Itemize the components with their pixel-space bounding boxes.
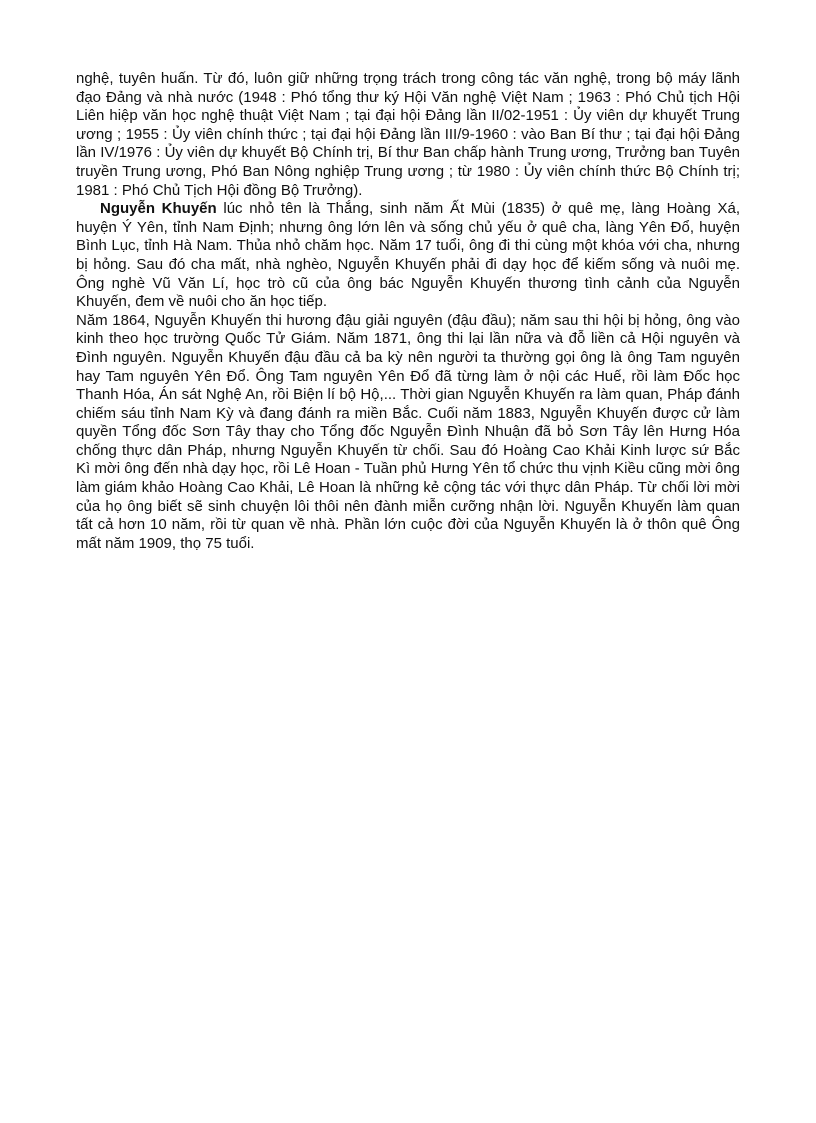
paragraph-text: lúc nhỏ tên là Thắng, sinh năm Ất Mùi (1835) ở quê mẹ, làng Hoàng Xá, huyện Ý Yên, tỉnh Nam Định; nhưng ông lớn lên và sống chủ yếu ở quê cha, làng Yên Đổ, huyện Bình Lục, tỉnh Hà Nam. Thủa nhỏ chăm học. Năm 17 tuổi, ông đi thi cùng một khóa với cha, nhưng bị hỏng. Sau đó cha mất, nhà nghèo, Nguyễn Khuyến phải đi dạy học để kiếm sống và nuôi mẹ. Ông nghè Vũ Văn Lí, học trò cũ của ông bác Nguyễn Khuyến thương tình cảnh của Nguyễn Khuyến, đem về nuôi cho ăn học tiếp. (76, 200, 740, 311)
person-name: Nguyễn Khuyến (100, 200, 217, 218)
document-page (76, 70, 740, 553)
paragraph-nguyen-khuyen-early-life (76, 200, 740, 312)
paragraph-text: nghệ, tuyên huấn. Từ đó, luôn giữ những trọng trách trong công tác văn nghệ, trong bộ máy lãnh đạo Đảng và nhà nước (1948 : Phó tổng thư ký Hội Văn nghệ Việt Nam ; 1963 : Phó Chủ tịch Hội Liên hiệp văn học nghệ thuật Việt Nam ; tại đại hội Đảng lần II/02-1951 : Ủy viên dự khuyết Trung ương ; 1955 : Ủy viên chính thức ; tại đại hội Đảng lần III/9-1960 : vào Ban Bí thư ; tại đại hội Đảng lần IV/1976 : Ủy viên dự khuyết Bộ Chính trị, Bí thư Ban chấp hành Trung ương, Trưởng ban Tuyên truyền Trung ương, Phó Ban Nông nghiệp Trung ương ; từ 1980 : Ủy viên chính thức Bộ Chính trị; 1981 : Phó Chủ Tịch Hội đồng Bộ Trưởng). (76, 70, 740, 199)
paragraph-text: Năm 1864, Nguyễn Khuyến thi hương đậu giải nguyên (đậu đầu); năm sau thi hội bị hỏng, ông vào kinh theo học trường Quốc Tử Giám. Năm 1871, ông thi lại lần nữa và đỗ liền cả Hội nguyên và Đình nguyên. Nguyễn Khuyến đậu đầu cả ba kỳ nên người ta thường gọi ông là ông Tam nguyên hay Tam nguyên Yên Đổ. Ông Tam nguyên Yên Đổ đã từng làm ở nội các Huế, rồi làm Đốc học Thanh Hóa, Án sát Nghệ An, rồi Biện lí bộ Hộ,... Thời gian Nguyễn Khuyến ra làm quan, Pháp đánh chiếm sáu tỉnh Nam Kỳ và đang đánh ra miền Bắc. Cuối năm 1883, Nguyễn Khuyến được cử làm quyền Tổng đốc Sơn Tây thay cho Tổng đốc Nguyễn Đình Nhuận đã bỏ Sơn Tây lên Hưng Hóa chống thực dân Pháp, nhưng Nguyễn Khuyến từ chối. Sau đó Hoàng Cao Khải Kinh lược sứ Bắc Kì mời ông đến nhà dạy học, rồi Lê Hoan - Tuần phủ Hưng Yên tổ chức thu vịnh Kiều cũng mời ông làm giám khảo Hoàng Cao Khải, Lê Hoan là những kẻ cộng tác với thực dân Pháp. Từ chối lời mời của họ ông biết sẽ sinh chuyện lôi thôi nên đành miễn cưỡng nhận lời. Nguyễn Khuyến làm quan tất cả hơn 10 năm, rồi từ quan về nhà. Phần lớn cuộc đời của Nguyễn Khuyến là ở thôn quê Ông mất năm 1909, thọ 75 tuổi. (76, 311, 740, 552)
paragraph-nguyen-khuyen-career (76, 312, 740, 554)
paragraph-career (76, 70, 740, 200)
